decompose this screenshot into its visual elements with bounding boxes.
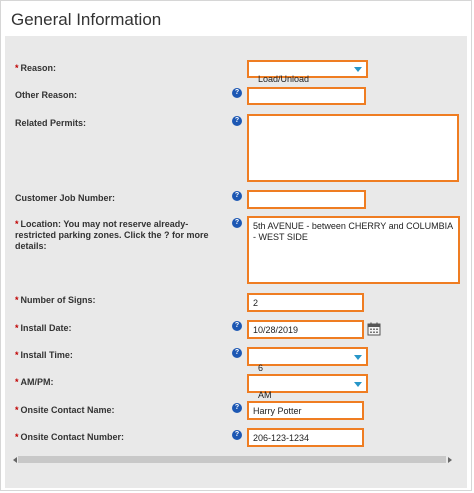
help-icon[interactable]: ? bbox=[232, 321, 242, 331]
customer-job-number-input[interactable] bbox=[247, 190, 366, 209]
required-marker: * bbox=[15, 63, 19, 73]
horizontal-scrollbar[interactable] bbox=[18, 456, 446, 463]
number-of-signs-label: * Number of Signs: bbox=[15, 295, 96, 305]
onsite-contact-name-label: * Onsite Contact Name: bbox=[15, 405, 115, 415]
related-permits-textarea[interactable] bbox=[247, 114, 459, 182]
calendar-icon[interactable] bbox=[367, 322, 381, 336]
required-marker: * bbox=[15, 295, 19, 305]
customer-job-number-label: Customer Job Number: bbox=[15, 193, 116, 203]
scroll-right-arrow[interactable] bbox=[448, 457, 452, 463]
required-marker: * bbox=[15, 405, 19, 415]
ampm-label: * AM/PM: bbox=[15, 377, 54, 387]
required-marker: * bbox=[15, 432, 19, 442]
install-date-input[interactable]: 10/28/2019 bbox=[247, 320, 364, 339]
other-reason-input[interactable] bbox=[247, 87, 366, 105]
ampm-value: AM bbox=[258, 390, 272, 400]
required-marker: * bbox=[15, 323, 19, 333]
help-icon[interactable]: ? bbox=[232, 403, 242, 413]
required-marker: * bbox=[15, 377, 19, 387]
onsite-contact-number-label: * Onsite Contact Number: bbox=[15, 432, 125, 442]
help-icon[interactable]: ? bbox=[232, 191, 242, 201]
required-marker: * bbox=[15, 219, 19, 229]
onsite-contact-name-input[interactable]: Harry Potter bbox=[247, 401, 364, 420]
install-date-label: * Install Date: bbox=[15, 323, 72, 333]
reason-select[interactable] bbox=[247, 60, 368, 84]
help-icon[interactable]: ? bbox=[232, 348, 242, 358]
reason-value: Load/Unload bbox=[258, 74, 310, 84]
number-of-signs-input[interactable]: 2 bbox=[247, 293, 364, 312]
onsite-contact-number-input[interactable]: 206-123-1234 bbox=[247, 428, 364, 447]
chevron-down-icon bbox=[354, 382, 362, 387]
help-icon[interactable]: ? bbox=[232, 430, 242, 440]
related-permits-label: Related Permits: bbox=[15, 118, 87, 128]
panel-title: General Information bbox=[11, 10, 162, 29]
install-time-label: * Install Time: bbox=[15, 350, 73, 360]
help-icon[interactable]: ? bbox=[232, 88, 242, 98]
location-label: * Location: You may not reserve already-restricted parking zones. Click the ? for more details: bbox=[15, 219, 209, 251]
chevron-down-icon bbox=[354, 355, 362, 360]
location-textarea[interactable]: 5th AVENUE - between CHERRY and COLUMBIA - WEST SIDE bbox=[247, 216, 460, 284]
install-time-value: 6 bbox=[258, 363, 264, 373]
required-marker: * bbox=[15, 350, 19, 360]
install-time-select[interactable] bbox=[247, 347, 368, 373]
ampm-select[interactable] bbox=[247, 374, 368, 400]
scroll-left-arrow[interactable] bbox=[13, 457, 17, 463]
chevron-down-icon bbox=[354, 67, 362, 72]
help-icon[interactable]: ? bbox=[232, 116, 242, 126]
reason-label: * Reason: bbox=[15, 63, 57, 73]
help-icon[interactable]: ? bbox=[232, 218, 242, 228]
other-reason-label: Other Reason: bbox=[15, 90, 78, 100]
